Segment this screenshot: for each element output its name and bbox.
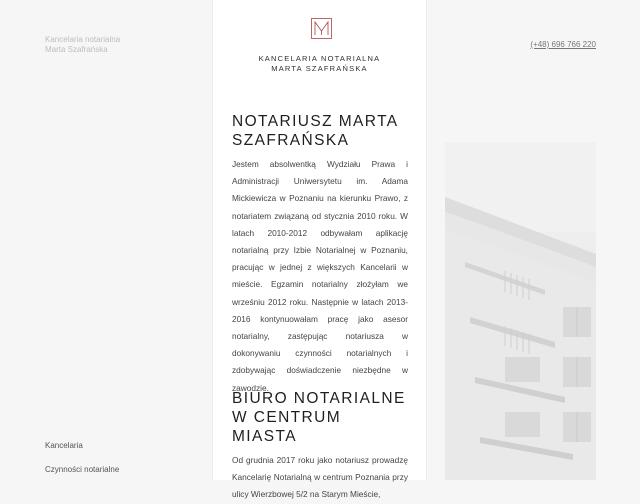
left-brand-line1: Kancelaria notarialna [45,35,121,44]
section-about-body: Jestem absolwentką Wydziału Prawa i Administracji Uniwersytetu im. Adama Mickiewicza w Poznaniu na kierunku Prawo, z notariatem związaną od stycznia 2010 roku. W latach 2010-2012 odbywałam aplikację notarialną przy Izbie Notarialnej w Poznaniu, pracując w jednej z większych Kancelarii w mieście. Egzamin notarialny złożyłam we wrześniu 2012 roku. Następnie w latach 2013-2016 kontynuowałam pracę jako asesor notarialny, zastępując notariusza w dokonywaniu czynności notarialnych i zdobywając doświadczenie niezbędne w zawodzie. [232,159,408,393]
section-office [232,389,408,504]
left-brand[interactable] [45,35,120,55]
logo-mark[interactable] [311,18,332,39]
main-nav [45,441,119,489]
brand-name-line2: MARTA SZAFRAŃSKA [271,64,368,73]
logo-m-icon [311,18,332,39]
right-column [427,0,640,480]
section-office-title-line2: W CENTRUM MIASTA [232,409,342,445]
brand-name-line1: KANCELARIA NOTARIALNA [258,54,381,63]
content-column [212,0,427,500]
building-photo [445,142,596,480]
building-image [445,142,596,480]
section-office-title-line1: BIURO NOTARIALNE [232,390,406,407]
section-about [232,112,408,397]
phone-link[interactable]: (+48) 696 766 220 [530,40,596,49]
nav-item-kancelaria[interactable]: Kancelaria [45,441,83,450]
section-about-title: NOTARIUSZ MARTA SZAFRAŃSKA [232,113,398,149]
section-office-title [232,389,408,446]
brand-name [213,54,426,74]
left-column [0,0,212,480]
section-office-body: Od grudnia 2017 roku jako notariusz prowadzę Kancelarię Notarialną w centrum Poznania przy ulicy Wierzbowej 5/2 na Starym Mieście, [232,455,408,500]
nav-item-czynnosci-notarialne[interactable]: Czynności notarialne [45,465,120,474]
left-brand-line2: Marta Szafrańska [45,45,108,54]
